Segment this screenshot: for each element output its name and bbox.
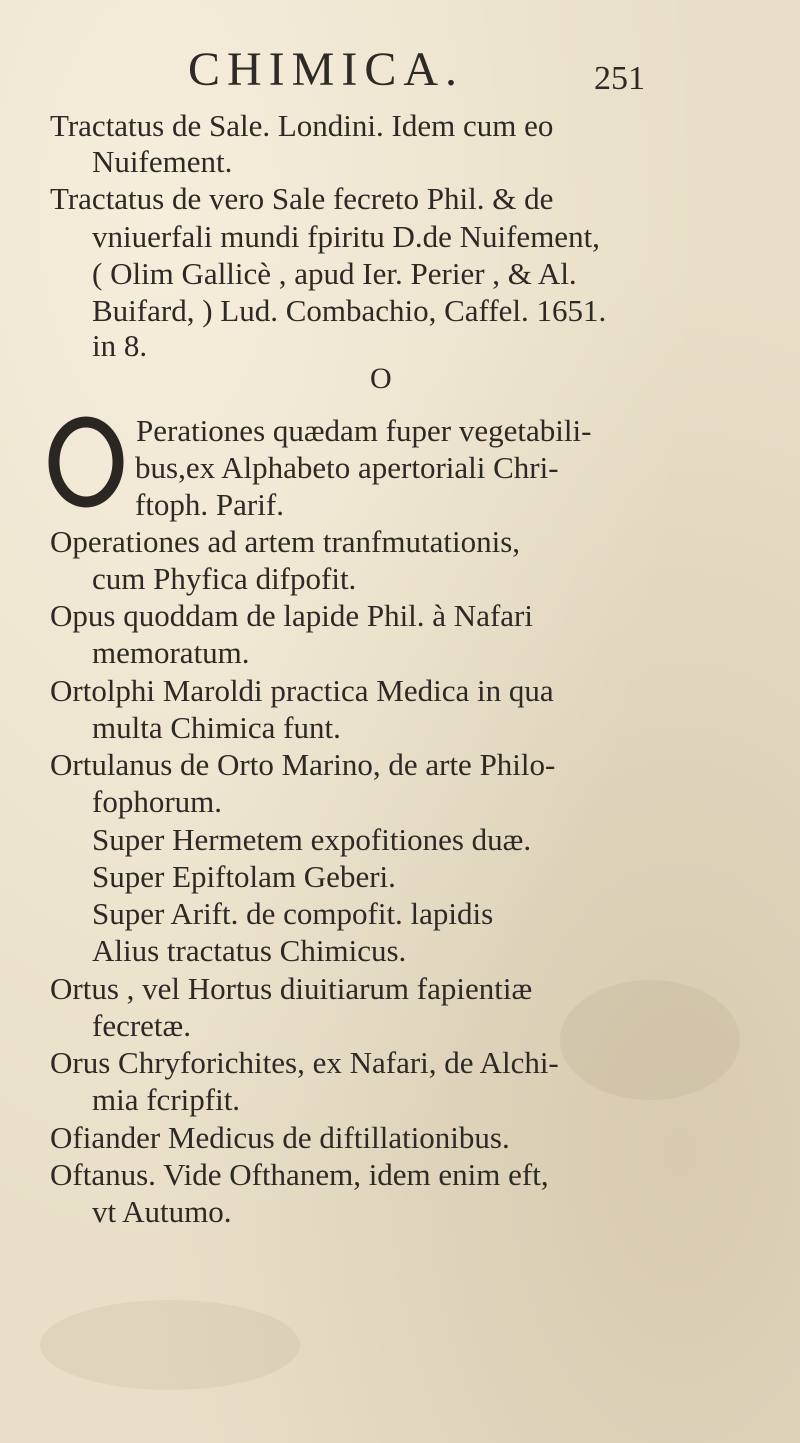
entry-line: cum Phyfica difpofit. xyxy=(92,561,357,596)
entry-line: Alius tractatus Chimicus. xyxy=(92,933,407,968)
entry-line: Perationes quædam fuper vegetabili- xyxy=(136,413,592,448)
entry-line: fecretæ. xyxy=(92,1008,191,1043)
entry-line: vt Autumo. xyxy=(92,1194,232,1229)
entry-line: in 8. xyxy=(92,328,148,363)
paper-stain xyxy=(40,1300,300,1390)
entry-line: Oftanus. Vide Ofthanem, idem enim eft, xyxy=(50,1157,549,1192)
entry-line: Ortus , vel Hortus diuitiarum fapientiæ xyxy=(50,971,533,1006)
entry-line: mia fcripfit. xyxy=(92,1082,241,1117)
entry-line: Ofiander Medicus de diftillationibus. xyxy=(50,1120,510,1155)
entry-line: fophorum. xyxy=(92,784,223,819)
entry-line: Nuifement. xyxy=(92,144,233,179)
entry-line: Ortolphi Maroldi practica Medica in qua xyxy=(50,673,554,708)
page-number: 251 xyxy=(594,60,645,97)
entry-line: ftoph. Parif. xyxy=(135,487,284,522)
page-header-title: CHIMICA. xyxy=(188,43,465,96)
running-head xyxy=(0,42,800,102)
entry-line: Tractatus de Sale. Londini. Idem cum eo xyxy=(50,108,554,143)
entry-line: multa Chimica funt. xyxy=(92,710,341,745)
entry-line: memoratum. xyxy=(92,635,250,670)
entry-line: Tractatus de vero Sale fecreto Phil. & de xyxy=(50,181,554,216)
entry-line: Opus quoddam de lapide Phil. à Nafari xyxy=(50,598,533,633)
entry-line: Super Epiftolam Geberi. xyxy=(92,859,396,894)
entry-line: Ortulanus de Orto Marino, de arte Philo- xyxy=(50,747,556,782)
entry-line: bus,ex Alphabeto apertoriali Chri- xyxy=(135,450,559,485)
entry-line: ( Olim Gallicè , apud Ier. Perier , & Al. xyxy=(92,256,577,291)
entry-line: Buifard, ) Lud. Combachio, Caffel. 1651. xyxy=(92,293,607,328)
section-letter: O xyxy=(370,362,392,395)
paper-stain xyxy=(560,980,740,1100)
drop-cap-o-icon xyxy=(44,414,128,510)
entry-line: Super Arift. de compofit. lapidis xyxy=(92,896,494,931)
entry-line: Operationes ad artem tranfmutationis, xyxy=(50,524,521,559)
entry-line: vniuerfali mundi fpiritu D.de Nuifement, xyxy=(92,219,600,254)
entry-line: Orus Chryforichites, ex Nafari, de Alchi- xyxy=(50,1045,559,1080)
entry-line: Super Hermetem expofitiones duæ. xyxy=(92,822,532,857)
